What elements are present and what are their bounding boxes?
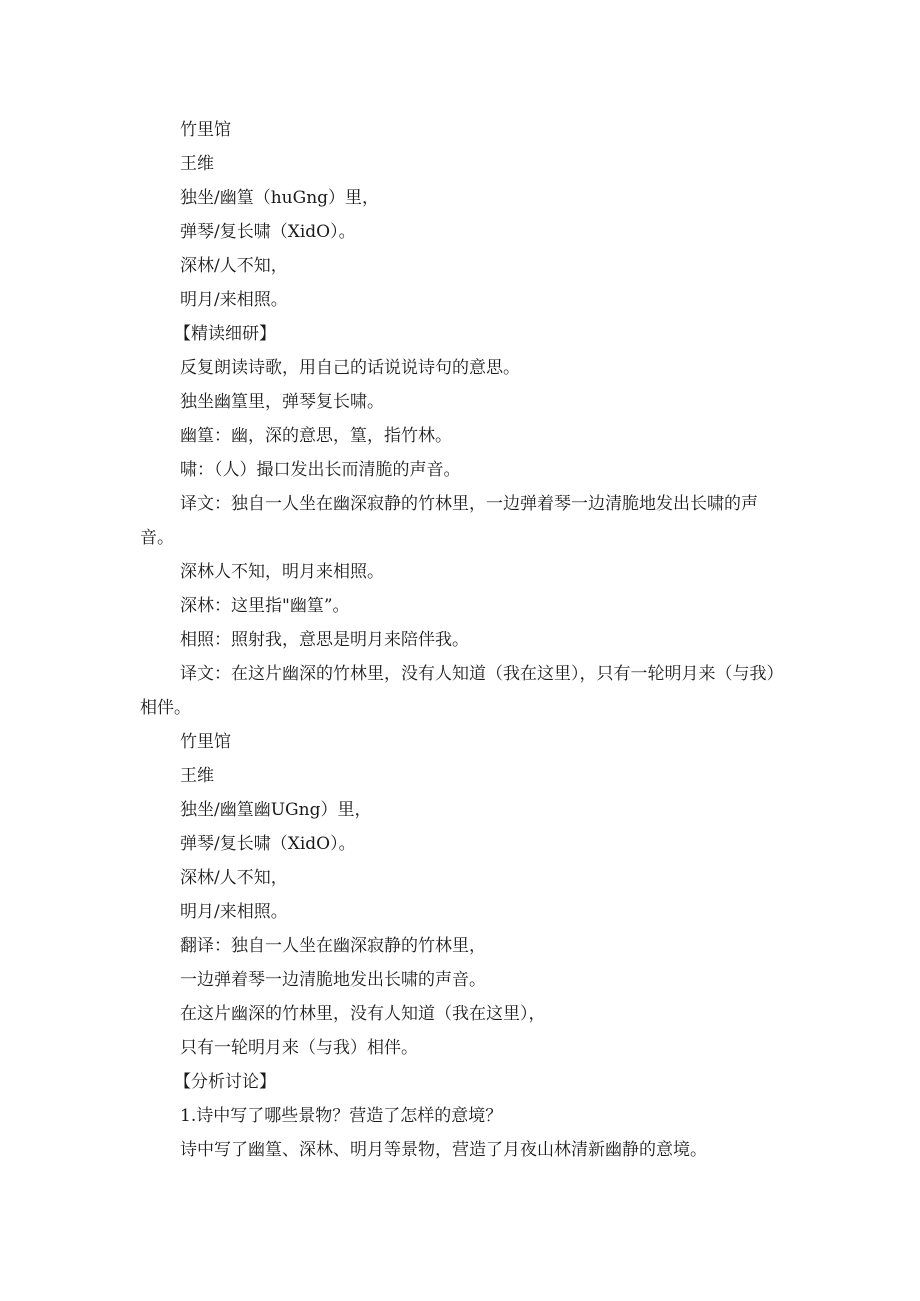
document-body — [140, 113, 790, 1167]
section-heading: 【精读细研】 — [174, 324, 276, 344]
text-line: 弹琴/复长啸（XidO）。 — [180, 834, 356, 854]
text-line: 竹里馆 — [180, 120, 231, 140]
text-line: 翻译：独自一人坐在幽深寂静的竹林里， — [180, 936, 486, 956]
text-line: 诗中写了幽篁、深林、明月等景物，营造了月夜山林清新幽静的意境。 — [180, 1140, 707, 1160]
text-line: 一边弹着琴一边清脆地发出长啸的声音。 — [180, 970, 486, 990]
text-line: 1.诗中写了哪些景物？营造了怎样的意境？ — [180, 1106, 503, 1126]
paragraph: 译文：独自一人坐在幽深寂静的竹林里，一边弹着琴一边清脆地发出长啸的声音。 — [140, 494, 758, 548]
text-line: 明月/来相照。 — [180, 290, 288, 310]
text-line: 幽篁：幽，深的意思，篁，指竹林。 — [180, 426, 452, 446]
text-line: 深林：这里指"幽篁”。 — [180, 596, 350, 616]
text-line: 弹琴/复长啸（XidO）。 — [180, 222, 356, 242]
text-line: 明月/来相照。 — [180, 902, 288, 922]
text-line: 独坐幽篁里，弹琴复长啸。 — [180, 392, 384, 412]
text-line: 王维 — [180, 766, 214, 786]
text-line: 独坐/幽篁幽UGng）里， — [180, 800, 372, 820]
text-line: 王维 — [180, 154, 214, 174]
text-line: 相照：照射我，意思是明月来陪伴我。 — [180, 630, 469, 650]
text-line: 深林/人不知， — [180, 256, 288, 276]
text-line: 独坐/幽篁（huGng）里， — [180, 188, 380, 208]
text-line: 竹里馆 — [180, 732, 231, 752]
text-line: 反复朗读诗歌，用自己的话说说诗句的意思。 — [180, 358, 520, 378]
text-line: 深林人不知，明月来相照。 — [180, 562, 384, 582]
section-heading: 【分析讨论】 — [174, 1072, 276, 1092]
text-line: 只有一轮明月来（与我）相伴。 — [180, 1038, 418, 1058]
paragraph: 译文：在这片幽深的竹林里，没有人知道（我在这里），只有一轮明月来（与我）相伴。 — [140, 664, 784, 718]
text-line: 啸：（人）撮口发出长而清脆的声音。 — [180, 460, 461, 480]
text-line: 在这片幽深的竹林里，没有人知道（我在这里）， — [180, 1004, 546, 1024]
text-line: 深林/人不知， — [180, 868, 288, 888]
